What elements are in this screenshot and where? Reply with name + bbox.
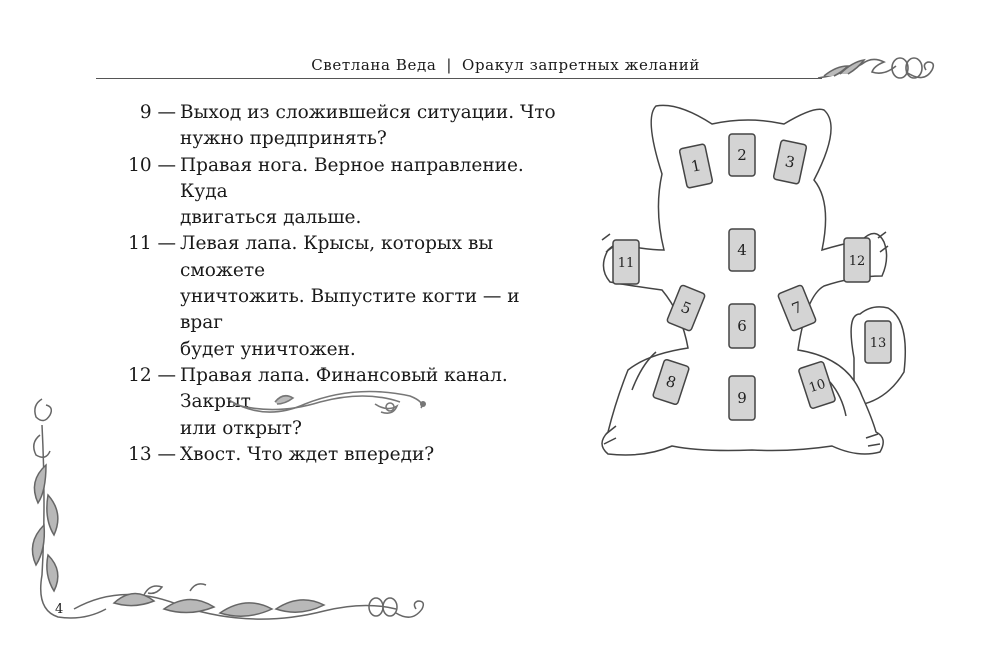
item-text-continued: нужно предпринять? [180,128,387,150]
header-book-title: Оракул запретных желаний [462,56,700,74]
card-number: 4 [737,241,747,259]
item-text: Выход из сложившейся ситуации. Что [180,102,556,123]
header-separator: | [446,56,453,74]
page-number: 4 [55,602,64,617]
header-author: Светлана Веда [311,56,437,74]
card-number: 12 [848,254,866,269]
list-item [120,100,560,126]
item-text: Левая лапа. Крысы, которых вы сможете [180,233,494,281]
item-number: 10 — [128,154,176,176]
item-text: Правая нога. Верное направление. Куда [180,154,524,202]
item-number: 9 — [139,102,176,123]
card-position-6 [729,304,755,348]
card-number: 5 [678,297,694,319]
item-text-continued: будет уничтожен. [180,338,356,360]
item-text: Правая лапа. Финансовый канал. Закрыт [180,364,508,413]
card-position-9 [729,376,755,420]
item-number: 12 — [128,364,176,386]
card-number: 13 [869,336,887,351]
corner-vine-ornament-icon [24,395,444,645]
card-number: 11 [617,256,635,271]
card-position-2 [729,134,755,176]
card-number: 9 [737,389,747,407]
item-text-continued: двигаться дальше. [180,207,362,229]
card-position-4 [729,229,755,271]
card-number: 2 [737,146,747,164]
item-text: Хвост. Что ждет впереди? [180,443,435,465]
item-number: 11 — [128,233,176,255]
cat-card-spread-diagram [592,100,912,470]
header-flourish-icon [814,48,944,84]
header-text [311,56,700,74]
header-rule [96,78,822,79]
card-number: 3 [783,152,797,172]
card-position-11 [613,240,639,284]
item-number: 13 — [128,443,176,465]
list-item [120,231,560,284]
card-number: 10 [807,376,828,397]
card-position-13 [865,321,891,363]
card-number: 1 [689,156,703,176]
card-number: 7 [789,297,805,319]
item-text-continued: уничтожить. Выпустите когти — и враг [180,286,520,334]
card-position-12 [844,238,870,282]
item-text-continued: или открыт? [180,417,302,439]
card-number: 8 [663,371,679,393]
card-number: 6 [737,317,747,335]
list-item [120,153,560,206]
